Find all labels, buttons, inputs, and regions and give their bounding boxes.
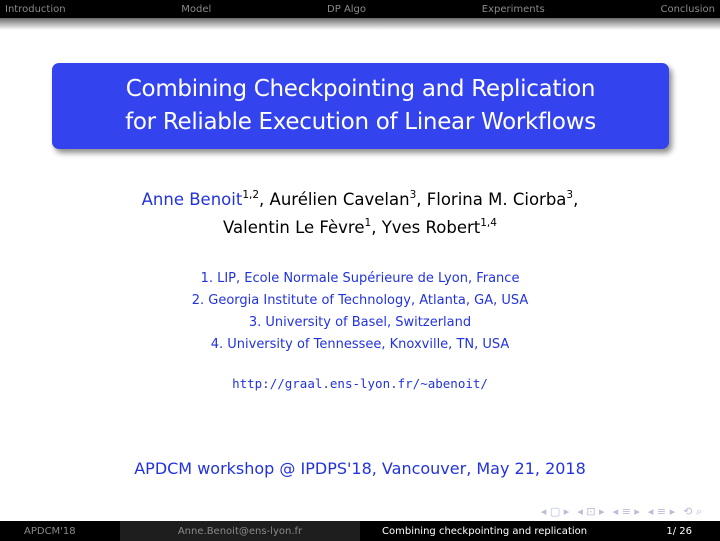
header-shadow xyxy=(0,18,720,30)
author-affil-sup: 1,4 xyxy=(480,217,497,229)
authors-line-2: Valentin Le Fèvre$^1$, Yves Robert$^{1,4}$ xyxy=(223,217,497,237)
footer-title-page xyxy=(360,521,720,541)
affiliation-3: 3. University of Basel, Switzerland xyxy=(248,315,472,330)
author-aurelien-cavelan: Aurélien Cavelan xyxy=(269,190,410,209)
author-url-link[interactable]: http://graal.ens-lyon.fr/~abenoit/ xyxy=(232,376,488,391)
footer-conference: APDCM'18 xyxy=(0,521,120,541)
section-navigation xyxy=(0,0,720,18)
footer-short-title: Combining checkpointing and replication xyxy=(382,525,588,537)
nav-frame-prev-icon[interactable]: ◂ ▢ ▸ xyxy=(540,505,570,518)
nav-conclusion[interactable]: Conclusion xyxy=(660,3,715,15)
author-affil-sup: 1 xyxy=(364,217,372,229)
author-anne-benoit: Anne Benoit xyxy=(141,190,243,209)
title-line-2: for Reliable Execution of Linear Workflows xyxy=(125,109,596,135)
affiliation-2: 2. Georgia Institute of Technology, Atlanta, GA, USA xyxy=(191,293,529,308)
nav-document-icon[interactable]: ◂ ≡ ▸ xyxy=(647,505,676,518)
nav-search-icon[interactable]: ⟲ ⌕ xyxy=(683,505,702,518)
nav-introduction[interactable]: Introduction xyxy=(5,3,66,15)
nav-subsection-icon[interactable]: ◂ ⊡ ▸ xyxy=(577,505,605,518)
nav-dp-algo[interactable]: DP Algo xyxy=(327,3,367,15)
author-affil-sup: 3 xyxy=(566,189,574,201)
author-valentin-le-fevre: Valentin Le Fèvre xyxy=(223,218,365,237)
title-box xyxy=(52,63,669,149)
nav-model[interactable]: Model xyxy=(181,3,212,15)
affiliations xyxy=(0,268,720,356)
author-florina-ciorba: Florina M. Ciorba xyxy=(426,190,567,209)
footer-email: Anne.Benoit@ens-lyon.fr xyxy=(120,521,360,541)
venue-text: APDCM workshop @ IPDPS'18, Vancouver, May 21, 2018 xyxy=(134,459,586,478)
affiliation-1: 1. LIP, Ecole Normale Supérieure de Lyon, France xyxy=(200,271,520,286)
author-yves-robert: Yves Robert xyxy=(381,218,481,237)
footer-page-number: 1/ 26 xyxy=(666,525,692,537)
affiliation-4: 4. University of Tennessee, Knoxville, TN, USA xyxy=(210,337,510,352)
author-affil-sup: 1,2 xyxy=(242,189,260,201)
title-line-1: Combining Checkpointing and Replication xyxy=(125,76,596,102)
author-affil-sup: 3 xyxy=(409,189,417,201)
footer-bar xyxy=(0,521,720,541)
beamer-navigation-controls xyxy=(541,505,702,519)
nav-section-icon[interactable]: ◂ ≡ ▸ xyxy=(612,505,640,518)
authors-line-1: Anne Benoit$^{1,2}$, Aurélien Cavelan$^3$, Florina M. Ciorba$^3$, xyxy=(141,189,579,209)
nav-experiments[interactable]: Experiments xyxy=(481,3,545,15)
